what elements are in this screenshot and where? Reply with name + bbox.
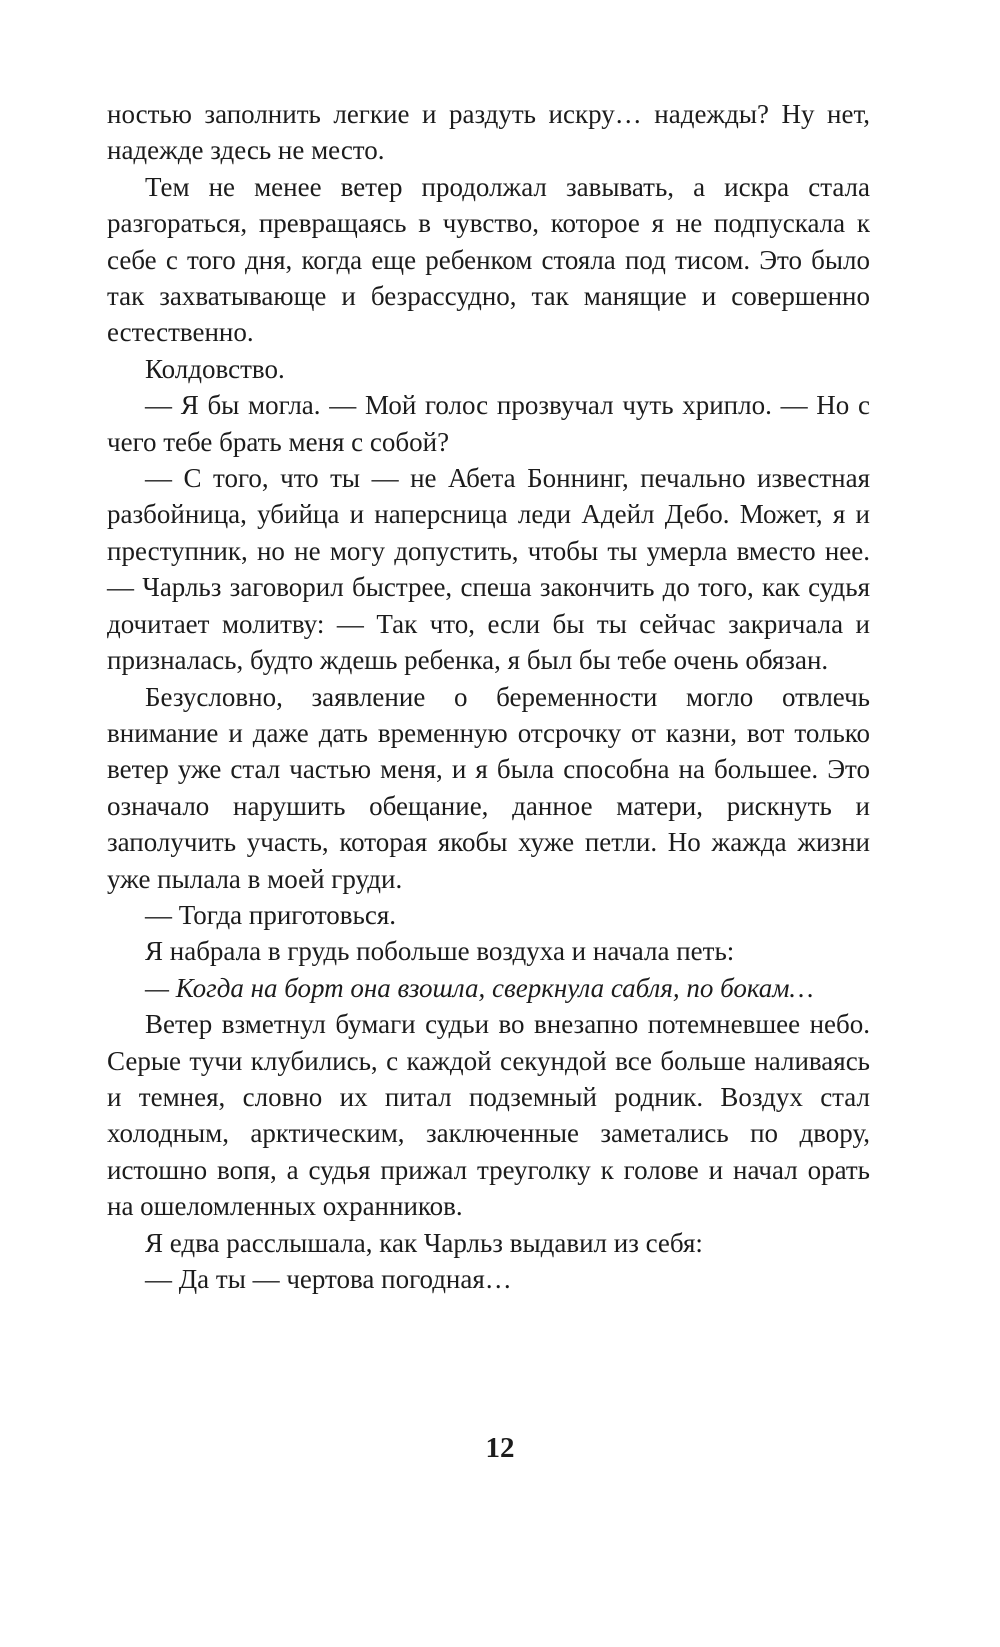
paragraph: — Да ты — чертова погодная… [145,1264,512,1294]
paragraph: Безусловно, заявление о беременности могло отвлечь внимание и даже дать временную отсрочку от казни, вот только ветер уже стал частью меня, и я была способна на большее. Это означало нарушить обещание, данное матери, рискнуть и заполучить участь, которая якобы хуже петли. Но жажда жизни уже пылала в моей груди. [107,681,870,894]
paragraph: — С того, что ты — не Абета Боннинг, печально известная разбойница, убийца и наперсница леди Адейл Дебо. Может, я и преступник, но не могу допустить, чтобы ты умерла вместо нее. — Чарльз заговорил быстрее, спеша закончить до того, как судья дочитает молитву: — Так что, если бы ты сейчас закричала и призналась, будто ждешь ребенка, я был бы тебе очень обязан. [107,463,870,676]
paragraph-continuation: ностью заполнить легкие и раздуть искру… надежды? Ну нет, надежде здесь не место. [107,99,870,166]
paragraph: Тем не менее ветер продолжал завывать, а искра стала разгораться, превращаясь в чувство, которое я не подпускала к себе с того дня, когда еще ребенком стояла под тисом. Это было так захватывающе и безрассудно, так манящие и совершенно естественно. [107,171,870,348]
paragraph: Я набрала в грудь побольше воздуха и начала петь: [145,936,735,967]
paragraph: — Тогда приготовься. [145,899,397,930]
page-number: 12 [485,1432,515,1464]
paragraph: Колдовство. [145,353,285,384]
paragraph-song-lyrics: — Когда на борт она взошла, сверкнула сабля, по бокам… [145,972,814,1003]
body-text [107,96,870,1297]
paragraph: Ветер взметнул бумаги судьи во внезапно потемневшее небо. Серые тучи клубились, с каждой секундой все больше наливаясь и темнея, словно их питал подземный родник. Воздух стал холодным, арктическим, заключенные заметались по двору, истошно вопя, а судья прижал треуголку к голове и начал орать на ошеломленных охранников. [107,1009,870,1222]
paragraph: — Я бы могла. — Мой голос прозвучал чуть хрипло. — Но с чего тебе брать меня с собой? [107,390,870,457]
paragraph: Я едва расслышала, как Чарльз выдавил из себя: [145,1227,703,1258]
